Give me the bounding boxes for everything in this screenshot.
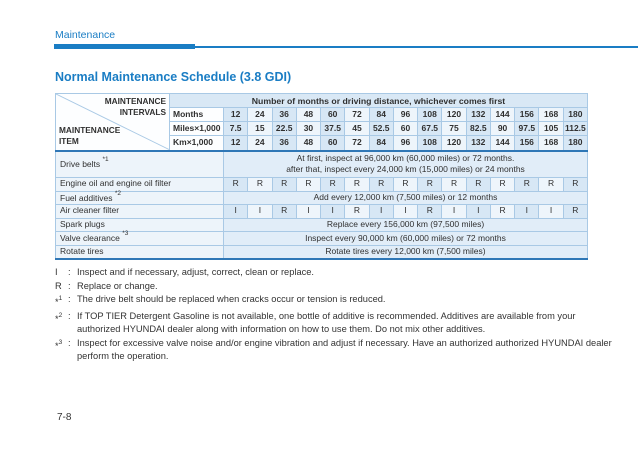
footnote-marker: *$^2$ [55,311,63,324]
interval-value-cell: 96 [393,136,417,151]
interval-value-cell: 12 [224,136,248,151]
schedule-mark-cell: R [393,178,417,192]
interval-value-cell: 168 [539,136,563,151]
footnote-ref: *3 [122,230,129,238]
interval-value-cell: 112.5 [563,122,587,136]
footnote-ref: *2 [114,189,121,197]
schedule-note-cell: At first, inspect at 96,000 km (60,000 miles) or 72 months. after that, inspect every 24,000 km (15,000 miles) or 24 months [224,151,588,178]
item-label: Fuel additives $^{*2}$ [56,191,224,205]
interval-value-cell: 120 [442,108,466,122]
footnote-ref: *1 [102,156,109,164]
interval-value-cell: 48 [296,136,320,151]
interval-value-cell: 75 [442,122,466,136]
item-row [56,218,588,232]
interval-value-cell: 24 [248,108,272,122]
interval-value-cell: 105 [539,122,563,136]
corner-cell [56,94,170,151]
footnote-marker: I [55,267,58,277]
interval-value-cell: 36 [272,136,296,151]
interval-value-cell: 30 [296,122,320,136]
item-row [56,232,588,246]
item-row [56,245,588,259]
interval-value-cell: 24 [248,136,272,151]
schedule-mark-cell: R [418,205,442,219]
interval-value-cell: 144 [490,136,514,151]
schedule-mark-cell: I [296,205,320,219]
schedule-note-cell: Inspect every 90,000 km (60,000 miles) or 72 months [224,232,588,246]
footnote-colon: : [68,310,71,321]
interval-value-cell: 15 [248,122,272,136]
interval-value-cell: 22.5 [272,122,296,136]
interval-value-cell: 84 [369,108,393,122]
item-label: Rotate tires [56,245,224,259]
footnote-row [55,280,617,294]
interval-value-cell: 45 [345,122,369,136]
footnote-row [55,337,617,364]
interval-value-cell: 97.5 [515,122,539,136]
schedule-mark-cell: R [321,178,345,192]
schedule-mark-cell: R [490,178,514,192]
item-row [56,205,588,219]
interval-value-cell: 108 [418,108,442,122]
schedule-note-cell: Add every 12,000 km (7,500 miles) or 12 months [224,191,588,205]
interval-value-cell: 84 [369,136,393,151]
interval-value-cell: 168 [539,108,563,122]
maintenance-schedule-table [55,93,588,260]
footnote-colon: : [68,294,71,304]
interval-value-cell: 120 [442,136,466,151]
interval-value-cell: 82.5 [466,122,490,136]
schedule-mark-cell: R [345,205,369,219]
chapter-underline-thin [195,46,638,48]
item-label: Engine oil and engine oil filter [56,178,224,192]
footnote-text: The drive belt should be replaced when cracks occur or tension is reduced. [77,294,386,304]
schedule-mark-cell: R [272,205,296,219]
footnote-marker: R [55,280,62,291]
item-label: Spark plugs [56,218,224,232]
interval-value-cell: 180 [563,108,587,122]
footnote-row [55,310,617,337]
schedule-mark-cell: R [345,178,369,192]
schedule-mark-cell: R [418,178,442,192]
schedule-mark-cell: R [442,178,466,192]
schedule-mark-cell: I [369,205,393,219]
page-number: 7-8 [57,412,72,423]
schedule-mark-cell: R [563,205,587,219]
item-row [56,151,588,178]
footnote-legend [55,266,617,364]
interval-value-cell: 156 [515,108,539,122]
interval-value-cell: 52.5 [369,122,393,136]
schedule-mark-cell: R [490,205,514,219]
schedule-mark-cell: I [248,205,272,219]
schedule-mark-cell: I [539,205,563,219]
schedule-mark-cell: R [563,178,587,192]
schedule-mark-cell: R [515,178,539,192]
schedule-mark-cell: I [224,205,248,219]
schedule-mark-cell: R [466,178,490,192]
schedule-mark-cell: R [296,178,320,192]
item-row [56,191,588,205]
interval-value-cell: 72 [345,108,369,122]
interval-value-cell: 108 [418,136,442,151]
chapter-underline-thick [54,44,195,49]
interval-value-cell: 36 [272,108,296,122]
footnote-colon: : [68,280,71,291]
footnote-text: If TOP TIER Detergent Gasoline is not available, one bottle of additive is recommended. Additives are available from your authorized HYUNDAI dealer along with information on how to use them. Do not mix other additives. [77,310,576,335]
interval-label: Miles×1,000 [170,122,224,136]
schedule-mark-cell: R [248,178,272,192]
footnote-text: Inspect and if necessary, adjust, correct, clean or replace. [77,267,315,277]
interval-value-cell: 60 [321,136,345,151]
interval-value-cell: 180 [563,136,587,151]
schedule-mark-cell: R [539,178,563,192]
footnote-row [55,266,617,280]
interval-value-cell: 96 [393,108,417,122]
item-label: Air cleaner filter [56,205,224,219]
schedule-mark-cell: I [442,205,466,219]
table-header-row [56,94,588,108]
footnote-marker: *$^3$ [55,338,63,351]
interval-value-cell: 7.5 [224,122,248,136]
corner-intervals-label: MAINTENANCE INTERVALS [104,96,166,117]
corner-item-label: MAINTENANCE ITEM [59,124,121,146]
footnote-text: Replace or change. [77,280,158,291]
interval-value-cell: 48 [296,108,320,122]
interval-value-cell: 156 [515,136,539,151]
schedule-note-cell: Replace every 156,000 km (97,500 miles) [224,218,588,232]
item-row [56,178,588,192]
interval-label: Km×1,000 [170,136,224,151]
footnote-colon: : [68,337,71,348]
schedule-mark-cell: I [466,205,490,219]
footnote-colon: : [68,267,71,277]
interval-value-cell: 132 [466,136,490,151]
interval-value-cell: 90 [490,122,514,136]
interval-value-cell: 72 [345,136,369,151]
interval-value-cell: 37.5 [321,122,345,136]
schedule-mark-cell: R [272,178,296,192]
interval-value-cell: 60 [321,108,345,122]
interval-value-cell: 132 [466,108,490,122]
item-label: Drive belts $^{*1}$ [56,151,224,178]
item-label: Valve clearance $^{*3}$ [56,232,224,246]
schedule-mark-cell: R [224,178,248,192]
footnote-row [55,293,617,310]
schedule-mark-cell: I [515,205,539,219]
interval-label: Months [170,108,224,122]
schedule-note-cell: Rotate tires every 12,000 km (7,500 miles) [224,245,588,259]
interval-value-cell: 60 [393,122,417,136]
page-title: Normal Maintenance Schedule (3.8 GDI) [55,70,292,84]
table-banner: Number of months or driving distance, whichever comes first [170,94,588,108]
chapter-label: Maintenance [55,29,116,41]
schedule-mark-cell: I [321,205,345,219]
interval-value-cell: 12 [224,108,248,122]
interval-value-cell: 144 [490,108,514,122]
footnote-text: Inspect for excessive valve noise and/or engine vibration and adjust if necessary. Have an authorized authorized HYUNDAI dealer perform the operation. [77,337,612,362]
schedule-mark-cell: I [393,205,417,219]
footnote-marker: *$^1$ [55,295,63,308]
interval-value-cell: 67.5 [418,122,442,136]
schedule-mark-cell: R [369,178,393,192]
